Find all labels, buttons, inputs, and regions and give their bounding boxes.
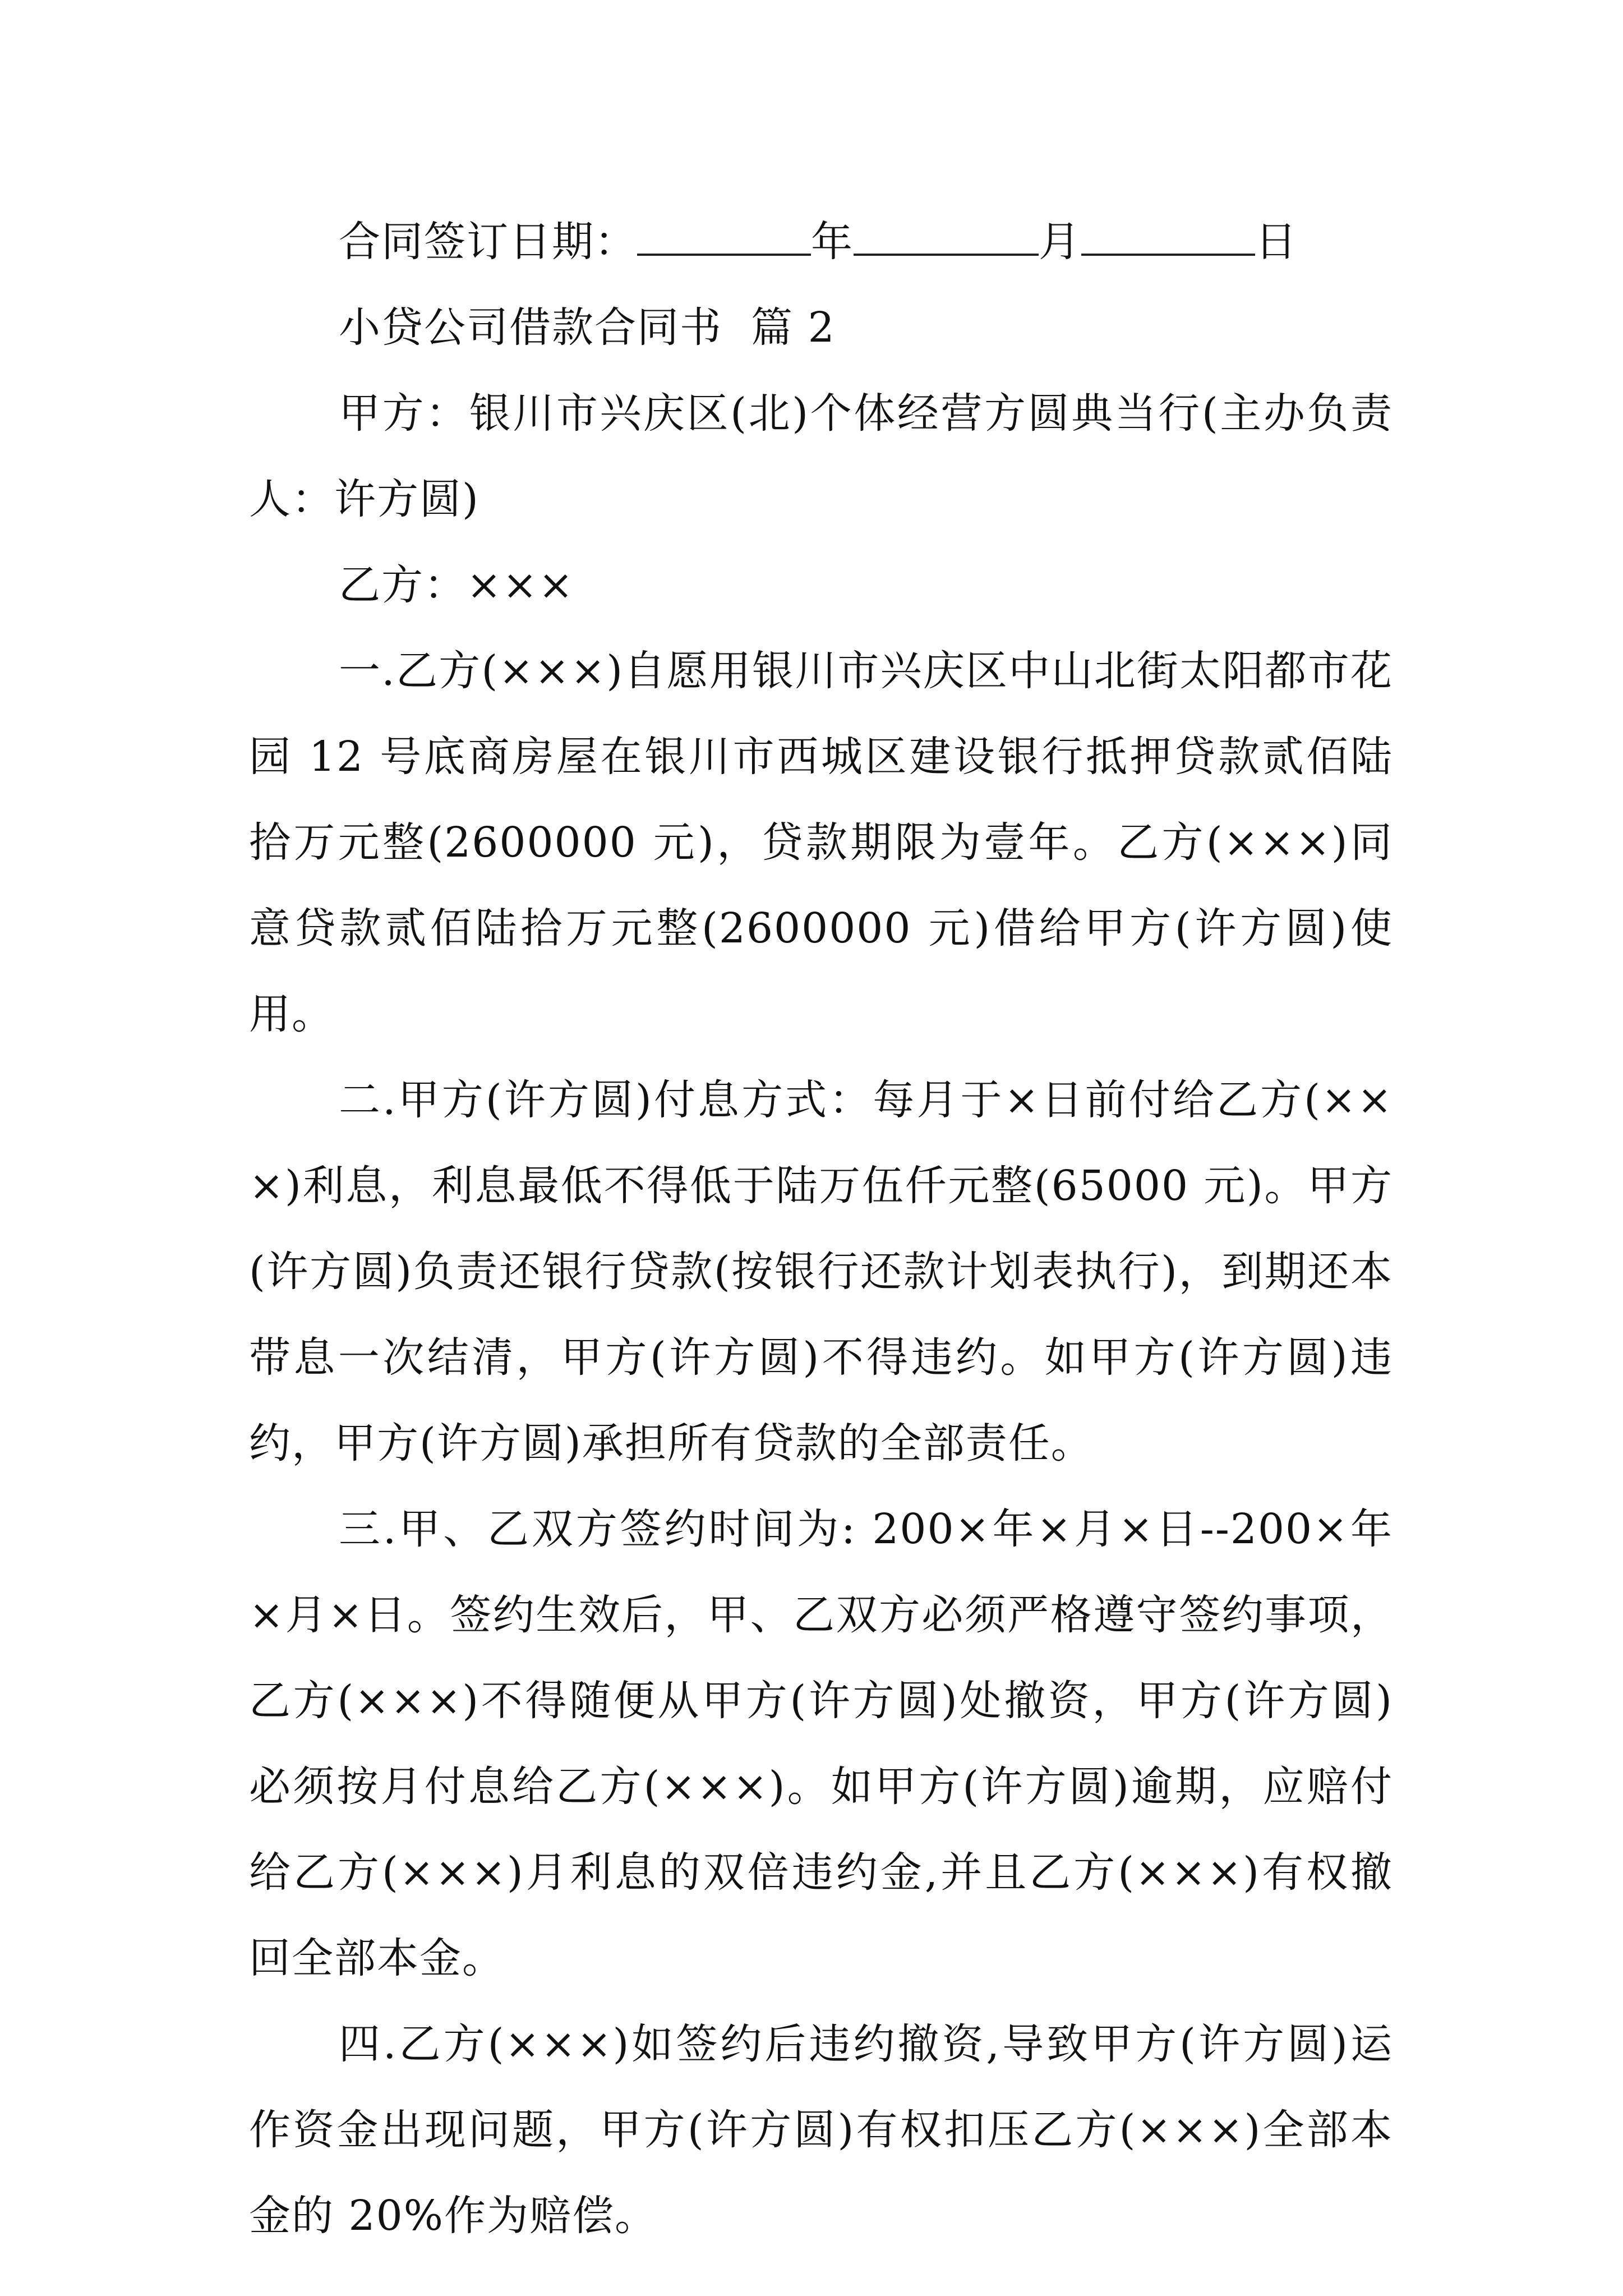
clause-2: 二.甲方(许方圆)付息方式：每月于×日前付给乙方(×××)利息，利息最低不得低于陆万伍仟元整(65000 元)。甲方(许方圆)负责还银行贷款(按银行还款计划表执行)，到期还本带息一次结清，甲方(许方圆)不得违约。如甲方(许方圆)违约，甲方(许方圆)承担所有贷款的全部责任。 <box>249 1076 1393 1467</box>
day-unit: 日 <box>1255 218 1298 266</box>
party-a: 甲方：银川市兴庆区(北)个体经营方圆典当行(主办负责人：许方圆) <box>249 389 1393 523</box>
clause-4: 四.乙方(×××)如签约后违约撤资,导致甲方(许方圆)运作资金出现问题，甲方(许方圆)有权扣压乙方(×××)全部本金的 20%作为赔偿。 <box>249 2020 1393 2240</box>
month-blank <box>854 214 1039 256</box>
signing-date-line <box>249 199 1393 285</box>
signing-date-label: 合同签订日期： <box>339 218 637 266</box>
year-blank <box>637 214 811 256</box>
party-b: 乙方：××× <box>339 561 575 609</box>
month-unit: 月 <box>1039 218 1081 266</box>
day-blank <box>1081 214 1255 256</box>
document-body <box>249 199 1393 2259</box>
clause-3: 三.甲、乙双方签约时间为: 200×年×月×日--200×年×月×日。签约生效后，甲、乙双方必须严格遵守签约事项，乙方(×××)不得随便从甲方(许方圆)处撤资，甲方(许方圆)必须按月付息给乙方(×××)。如甲方(许方圆)逾期，应赔付给乙方(×××)月利息的双倍违约金,并且乙方(×××)有权撤回全部本金。 <box>249 1505 1393 1982</box>
year-unit: 年 <box>811 218 854 266</box>
clause-1: 一.乙方(×××)自愿用银川市兴庆区中山北街太阳都市花园 12 号底商房屋在银川市西城区建设银行抵押贷款贰佰陆拾万元整(2600000 元)，贷款期限为壹年。乙方(×××)同意贷款贰佰陆拾万元整(2600000 元)借给甲方(许方圆)使用。 <box>249 647 1393 1038</box>
contract-heading: 小贷公司借款合同书 篇 2 <box>339 303 836 352</box>
